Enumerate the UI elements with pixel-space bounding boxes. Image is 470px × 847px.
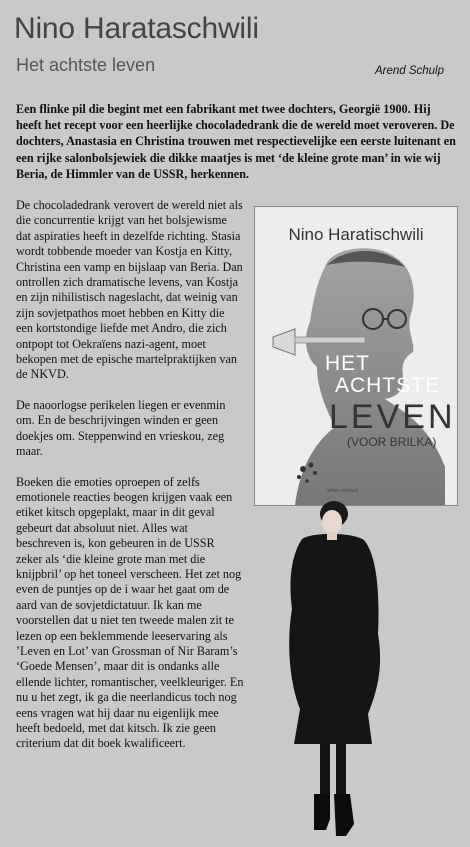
reviewer-name: Arend Schulp (374, 65, 444, 77)
cover-title-line-2: ACHTSTE (335, 374, 441, 397)
body-paragraph-3: Boeken die emoties oproepen of zelfs emotionele reacties beogen krijgen vaak een etiket kitsch opgeplakt, maar in dit geval gebeurt dat absoluut niet. Alles wat beschreven is, kon gebeuren in de USSR zeker als ‘die kleine grote man met die knijpbril’ op het toneel verscheen. Het zet nog even de puntjes op de i waar het gaat om de aard van de sovjetdictatuur. Ik kan me voorstellen dat u niet ten tweede malen zit te lezen op een beklemmende leeservaring als ’Leven en Lot’ van Grossman of Nir Baram’s ‘Goede Mensen’, maar dit is ondanks alle ellende lichter, romantischer, veelkleuriger. En nu u het zegt, ik ga die neerlandicus toch nog eens vragen wat hij daar nu eigenlijk mee heeft bedoeld, met dat kitsch. Ik zie geen criterium dat dit boek kwalificeert. (16, 474, 244, 751)
article-body (16, 198, 244, 767)
body-paragraph-1: De chocoladedrank verovert de wereld niet als die concurrentie krijgt van het bolsjewisme dat aspiraties heeft in dezelfde richting. Stasia wordt tobbende moeder van Kostja en Kitty, Christina een vamp en bijslaap van Beria. Dan ontrollen zich dramatische levens, van Kostja en zijn nihilistisch nageslacht, dat weinig van zijn sovjetpathos moet hebben en Kitty die een kortstondige liefde met Andro, die zich ontpopt tot Oekraïens nazi-agent, moet bekopen met de epische martelpraktijken van de NKVD. (16, 198, 243, 382)
body-paragraph-2: De naoorlogse perikelen liegen er evenmin om. En de beschrijvingen winden er geen doekjes om. Steppenwind en vrieskou, zeg maar. (16, 397, 226, 459)
cover-title-line-3: LEVEN (329, 398, 456, 436)
cover-subtitle: (VOOR BRILKA) (347, 435, 437, 449)
book-cover (254, 206, 458, 506)
cover-title-line-1: HET (325, 352, 370, 375)
lead-paragraph: Een flinke pil die begint met een fabrikant met twee dochters, Georgië 1900. Hij heeft het recept voor een heerlijke chocoladedrank die de wereld moet veroveren. De dochters, Anastasia en Christina trouwen met respectievelijke een eerste luitenant en een rijke salonbolsjewiek die dikke maatjes is met ‘de kleine grote man’ in wie wij Beria, de Himmler van de USSR, herkennen. (16, 102, 456, 181)
author-photo (272, 494, 392, 839)
book-title: Het achtste leven (16, 55, 156, 75)
cover-author: Nino Haratischwili (288, 225, 424, 244)
cover-publisher: atlas contact (327, 488, 358, 494)
article-title: Nino Harataschwili (14, 12, 259, 45)
